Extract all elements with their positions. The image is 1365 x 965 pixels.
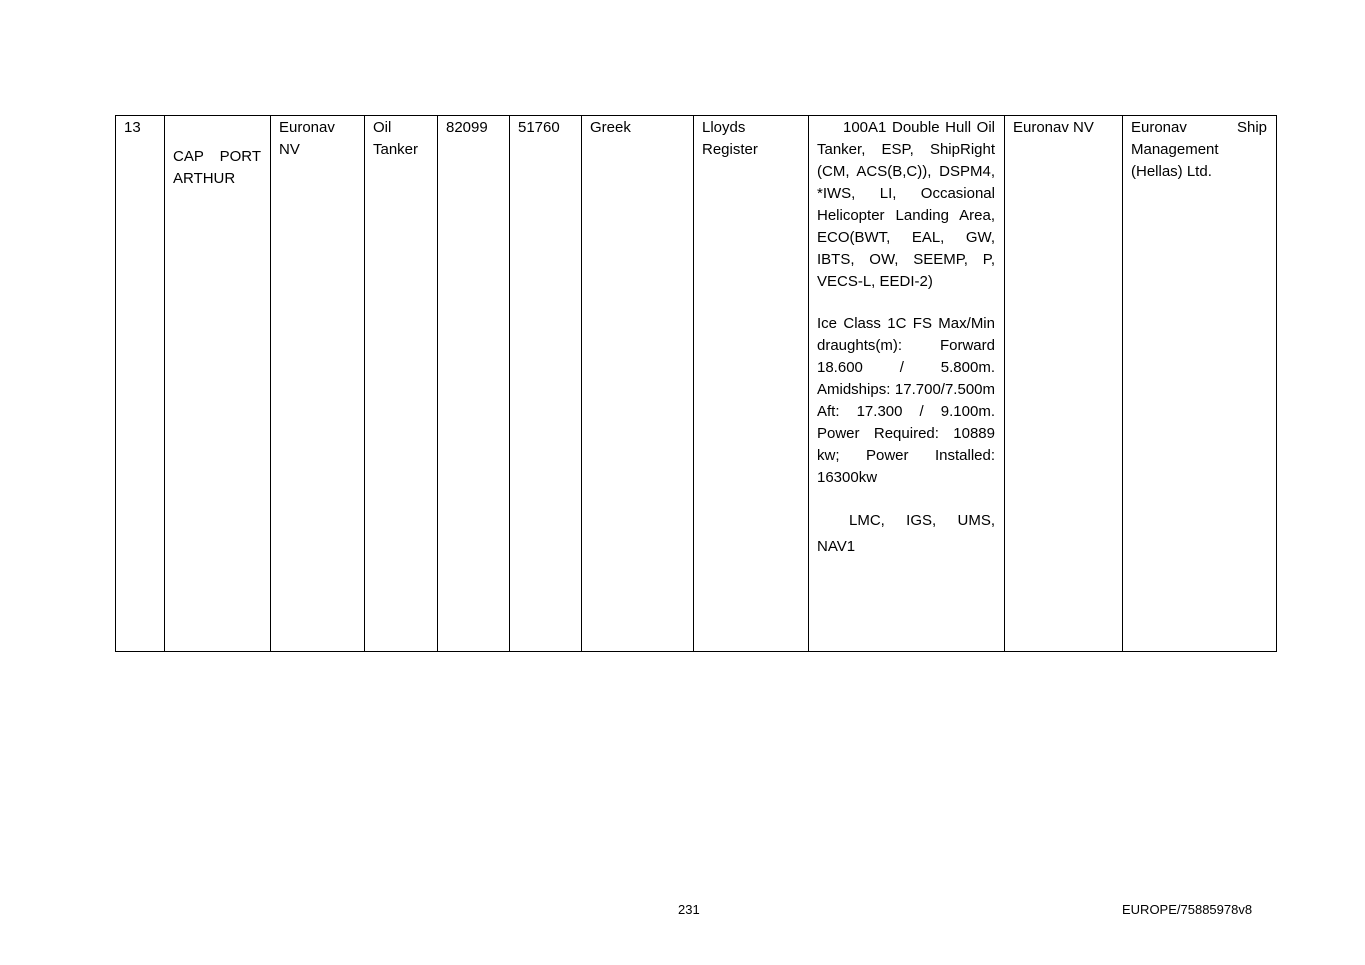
page-number: 231 bbox=[678, 902, 700, 917]
cell-owner: Euronav NV bbox=[271, 116, 365, 652]
cell-dwt: 82099 bbox=[438, 116, 510, 652]
cell-flag: Greek bbox=[582, 116, 694, 652]
document-reference: EUROPE/75885978v8 bbox=[1122, 902, 1253, 917]
vessel-table bbox=[115, 115, 1277, 652]
cell-gt: 51760 bbox=[510, 116, 582, 652]
cell-type: Oil Tanker bbox=[365, 116, 438, 652]
table-row bbox=[116, 116, 1277, 652]
class-notation-machinery: LMC, IGS, UMS, NAV1 bbox=[817, 512, 995, 555]
cell-number: 13 bbox=[116, 116, 165, 652]
class-notation-ice: Ice Class 1C FS Max/Min draughts(m): Forward 18.600 / 5.800m. Amidships: 17.700/7.500m Aft: 17.300 / 9.100m. Power Required: 10889 kw; Power Installed: 16300kw bbox=[817, 315, 995, 486]
cell-class-notation bbox=[809, 116, 1005, 652]
cell-technical-manager: Euronav Ship Management (Hellas) Ltd. bbox=[1123, 116, 1277, 652]
class-notation-main: 100A1 Double Hull Oil Tanker, ESP, ShipRight (CM, ACS(B,C)), DSPM4, *IWS, LI, Occasional Helicopter Landing Area, ECO(BWT, EAL, GW, IBTS, OW, SEEMP, P, VECS-L, EEDI-2) bbox=[817, 119, 995, 290]
cell-vessel-name: CAP PORT ARTHUR bbox=[165, 116, 271, 652]
cell-class-society: Lloyds Register bbox=[694, 116, 809, 652]
cell-manager: Euronav NV bbox=[1005, 116, 1123, 652]
